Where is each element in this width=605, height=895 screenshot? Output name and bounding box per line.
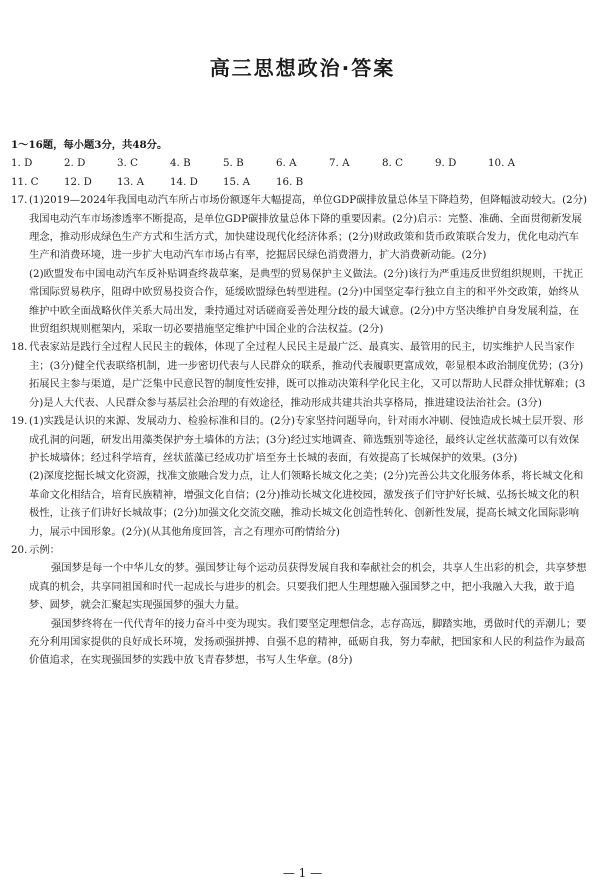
- question-number: 20.: [11, 543, 28, 556]
- q19-part-1-text: (1)实践是认识的来源、发展动力、检验标准和目的。(2分)专家坚持问题导向，针对雨水冲刷、侵蚀造成长城土层开裂、形成孔洞的问题，研发出用藻类保护夯土墙体的方法；(3分)经过实地调查、筛选甄别等途径，最终认定丝状蓝藻可以有效保护长城墙体；经过科学培育，丝状蓝藻已经成功扩培至夯土长城的表面，有效提高了长城保护的效果。(3分): [29, 415, 584, 464]
- mc-answer: 11. C: [11, 175, 39, 188]
- mc-answer: 3. C: [117, 157, 138, 170]
- q20-paragraph-2: 强国梦终将在一代代青年的接力奋斗中变为现实。我们要坚定理想信念，志存高远，脚踏实地，勇做时代的弄潮儿；要充分利用国家提供的良好成长环境，发扬顽强拼搏、自强不息的精神，砥砺自我，努力奉献，把国家和人民的利益作为最高价值追求，在实现强国梦的实践中放飞青春梦想，书写人生华章。(8分): [29, 617, 587, 667]
- q17-part-1-text: (1)2019—2024年我国电动汽车所占市场份额逐年大幅提高，单位GDP碳排放量总体呈下降趋势，但降幅波动较大。(2分)我国电动汽车市场渗透率不断提高，是单位GDP碳排放量总体下降的重要因素。(2分)启示：完整、准确、全面贯彻新发展理念，推动形成绿色生产方式和生活方式，加快建设现代化经济体系；(2分)财政政策和货币政策联合发力，优化电动汽车生产和消费环境，进一步扩大电动汽车市场占有率，挖掘居民绿色消费潜力，扩大消费新动能。(2分): [29, 194, 588, 262]
- mc-row-2: [11, 173, 589, 191]
- question-19: [11, 412, 589, 541]
- q19-part-1: [11, 412, 589, 467]
- mc-answer: 1. D: [11, 157, 33, 170]
- mc-row-1: [11, 154, 589, 172]
- mc-answer: 8. C: [382, 157, 403, 170]
- q18-body-text: 代表家站是践行全过程人民民主的载体，体现了全过程人民民主是最广泛、最真实、最管用的民主，切实维护人民当家作主；(3分)健全代表联络机制，进一步密切代表与人民群众的联系，推动代表履职更富成效，彰显根本政治制度优势；(3分)拓展民主参与渠道，是广泛集中民意民智的制度性安排，既可以推动决策科学化民主化，又可以帮助人民群众排忧解难；(3分)是人大代表、人民群众参与基层社会治理的有效途径，推动形成共建共治共享格局，推进建设法治社会。(3分): [29, 341, 586, 409]
- question-17: [11, 191, 589, 338]
- mc-answer: 16. B: [276, 175, 304, 188]
- mc-answer: 14. D: [170, 175, 198, 188]
- mc-answer: 12. D: [64, 175, 92, 188]
- question-number: 18.: [11, 341, 28, 354]
- mc-answer: 4. B: [170, 157, 191, 170]
- q20-label-text: 示例：: [29, 543, 60, 556]
- mc-answer: 9. D: [435, 157, 457, 170]
- mc-answer: 15. A: [223, 175, 251, 188]
- mc-answer: 6. A: [276, 157, 297, 170]
- q19-part-2: (2)深度挖掘长城文化资源，找准文旅融合发力点，让人们领略长城文化之美；(2分)完善公共文化服务体系，将长城文化和革命文化相结合，培育民族精神，增强文化自信；(2分)推动长城文化进校园，激发孩子们守护好长城、弘扬长城文化的积极性，让孩子们讲好长城故事；(2分)加强文化交流交融，推动长城文化创造性转化、创新性发展，提高长城文化国际影响力，展示中国形象。(2分)(从其他角度回答，言之有理亦可酌情给分): [29, 470, 584, 538]
- q20-label: [11, 541, 589, 559]
- q17-part-1: [11, 191, 589, 265]
- question-20: [11, 541, 589, 670]
- mc-answer: 2. D: [64, 157, 86, 170]
- mc-header: 1～16题，每小题3分，共48分。: [11, 139, 168, 151]
- page-number: — 1 —: [282, 866, 323, 880]
- q18-body: [11, 338, 589, 412]
- question-number: 19.: [11, 415, 28, 428]
- mc-answer: 10. A: [488, 157, 516, 170]
- answer-content: [11, 136, 589, 670]
- q17-part-2: (2)欧盟发布中国电动汽车反补贴调查终裁草案，是典型的贸易保护主义做法。(2分)该行为严重违反世贸组织规则，干扰正常国际贸易秩序，阻碍中欧贸易投资合作，延缓欧盟绿色转型进程。(2分)中国坚定奉行独立自主的和平外交政策，始终从维护中欧全面战略伙伴关系大局出发，秉持通过对话磋商妥善处理分歧的最大诚意。(2分)中方坚决维护自身发展利益，在世贸组织规则框架内，采取一切必要措施坚定维护中国企业的合法权益。(2分): [29, 267, 584, 336]
- question-18: [11, 338, 589, 412]
- q20-paragraph-1: 强国梦是每一个中华儿女的梦。强国梦让每个运动员获得发展自我和奉献社会的机会，共享人生出彩的机会，共享梦想成真的机会，共享同祖国和时代一起成长与进步的机会。只要我们把人生理想融入强国梦之中，把小我融入大我，敢于追梦、圆梦，就会汇聚起实现强国梦的强大力量。: [29, 562, 587, 612]
- mc-answer: 13. A: [117, 175, 145, 188]
- mc-answer: 5. B: [223, 157, 244, 170]
- mc-answer: 7. A: [329, 157, 350, 170]
- page-title: 高三思想政治·答案: [209, 56, 396, 80]
- question-number: 17.: [11, 194, 28, 207]
